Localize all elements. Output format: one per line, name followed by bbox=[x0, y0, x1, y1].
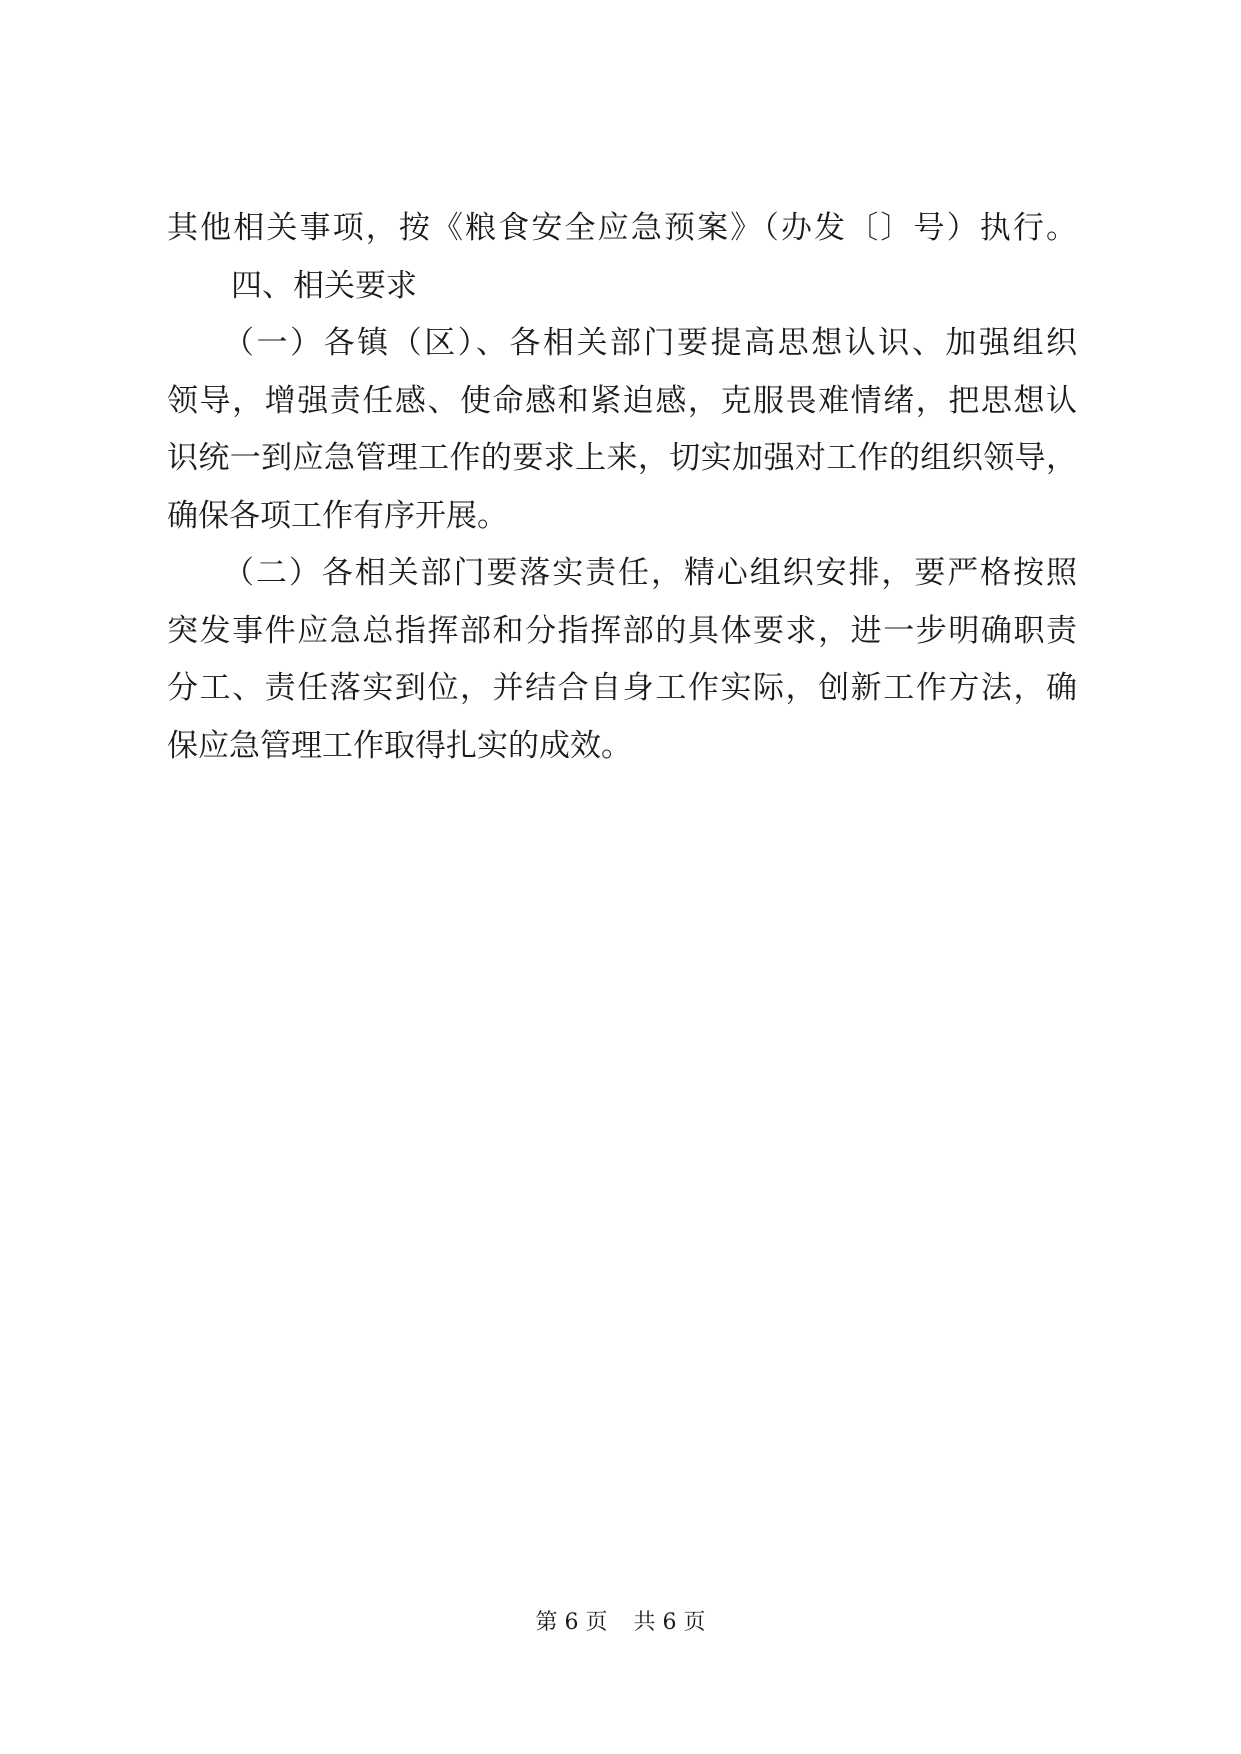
page-total: 共 6 页 bbox=[633, 1610, 706, 1635]
paragraph-line: （二）各相关部门要落实责任，精心组织安排，要严格按照 bbox=[223, 555, 1077, 591]
paragraph-line: 确保各项工作有序开展。 bbox=[167, 497, 508, 534]
paragraph-line: 领导，增强责任感、使命感和紧迫感，克服畏难情绪，把思想认 bbox=[167, 382, 1077, 419]
paragraph-line: 突发事件应急总指挥部和分指挥部的具体要求，进一步明确职责 bbox=[167, 612, 1077, 649]
paragraph-line: （一）各镇（区）、各相关部门要提高思想认识、加强组织 bbox=[223, 325, 1077, 361]
paragraph-line: 识统一到应急管理工作的要求上来，切实加强对工作的组织领导， bbox=[167, 440, 1077, 476]
page-footer bbox=[0, 1608, 1241, 1638]
paragraph-line: 分工、责任落实到位，并结合自身工作实际，创新工作方法，确 bbox=[167, 670, 1077, 706]
paragraph-line: 保应急管理工作取得扎实的成效。 bbox=[167, 727, 632, 764]
document-body bbox=[167, 200, 1077, 775]
paragraph-line: 其他相关事项，按《粮食安全应急预案》（办发〔〕号）执行。 bbox=[167, 210, 1077, 246]
page-number: 第 6 页 bbox=[535, 1610, 608, 1635]
section-heading: 四、相关要求 bbox=[231, 267, 417, 304]
